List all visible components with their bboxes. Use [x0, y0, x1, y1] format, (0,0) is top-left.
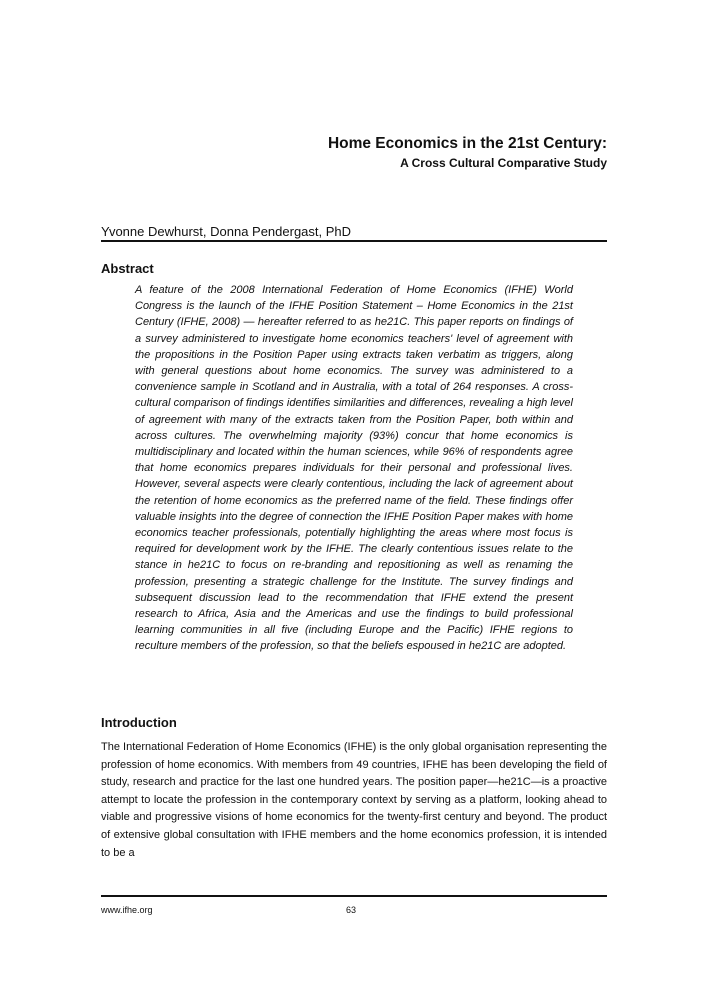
abstract-text: A feature of the 2008 International Federation of Home Economics (IFHE) World Congress is the launch of the IFHE Position Statement – Home Economics in the 21st Century (IFHE, 2008) — hereafter referred to as he21C. This paper reports on findings of a survey administered to investigate home economics teachers' level of agreement with the propositions in the Position Paper using extracts taken verbatim as triggers, along with general questions about home economics. The survey was administered to a convenience sample in Scotland and in Australia, with a total of 264 responses. A cross-cultural comparison of findings identifies similarities and differences, revealing a high level of agreement with many of the extracts taken from the Position Paper, both within and across cultures. The overwhelming majority (93%) concur that home economics is multidisciplinary and located within the human sciences, while 96% of respondents agree that home economics prepares individuals for their personal and professional lives. However, several aspects were clearly contentious, including the lack of agreement about the retention of home economics as the preferred name of the field. These findings offer valuable insights into the degree of connection the IFHE Position Paper makes with home economics teacher professionals, potentially highlighting the areas where most focus is required for development work by the IFHE. The clearly contentious issues relate to the stance in he21C to focus on re-branding and repositioning as well as renaming the profession, presenting a strategic challenge for the Institute. The survey findings and subsequent discussion lead to the recommendation that IFHE extend the present research to Africa, Asia and the Americas and use the findings to build professional learning communities in all five (including Europe and the Pacific) IFHE regions to reculture members of the profession, so that the beliefs espoused in he21C are adopted.: [135, 284, 573, 653]
authors: Yvonne Dewhurst, Donna Pendergast, PhD: [101, 224, 352, 239]
paper-title: Home Economics in the 21st Century:: [327, 135, 607, 152]
title-block: [107, 134, 607, 171]
bottom-divider: [101, 895, 607, 897]
paper-subtitle: A Cross Cultural Comparative Study: [400, 156, 607, 170]
top-divider: [101, 240, 607, 242]
abstract-heading: Abstract: [101, 261, 154, 276]
introduction-heading: Introduction: [101, 715, 177, 730]
footer-url[interactable]: www.ifhe.org: [101, 905, 153, 915]
page-number: 63: [346, 905, 357, 915]
introduction-text: The International Federation of Home Economics (IFHE) is the only global organisation representing the profession of home economics. With members from 49 countries, IFHE has been developing the field of study, research and practice for the last one hundred years. The position paper—he21C—is a proactive attempt to locate the profession in the contemporary context by serving as a platform, looking ahead to viable and progressive visions of home economics for the twenty-first century and beyond. The product of extensive global consultation with IFHE members and the home economics profession, it is intended to be a: [101, 741, 607, 859]
